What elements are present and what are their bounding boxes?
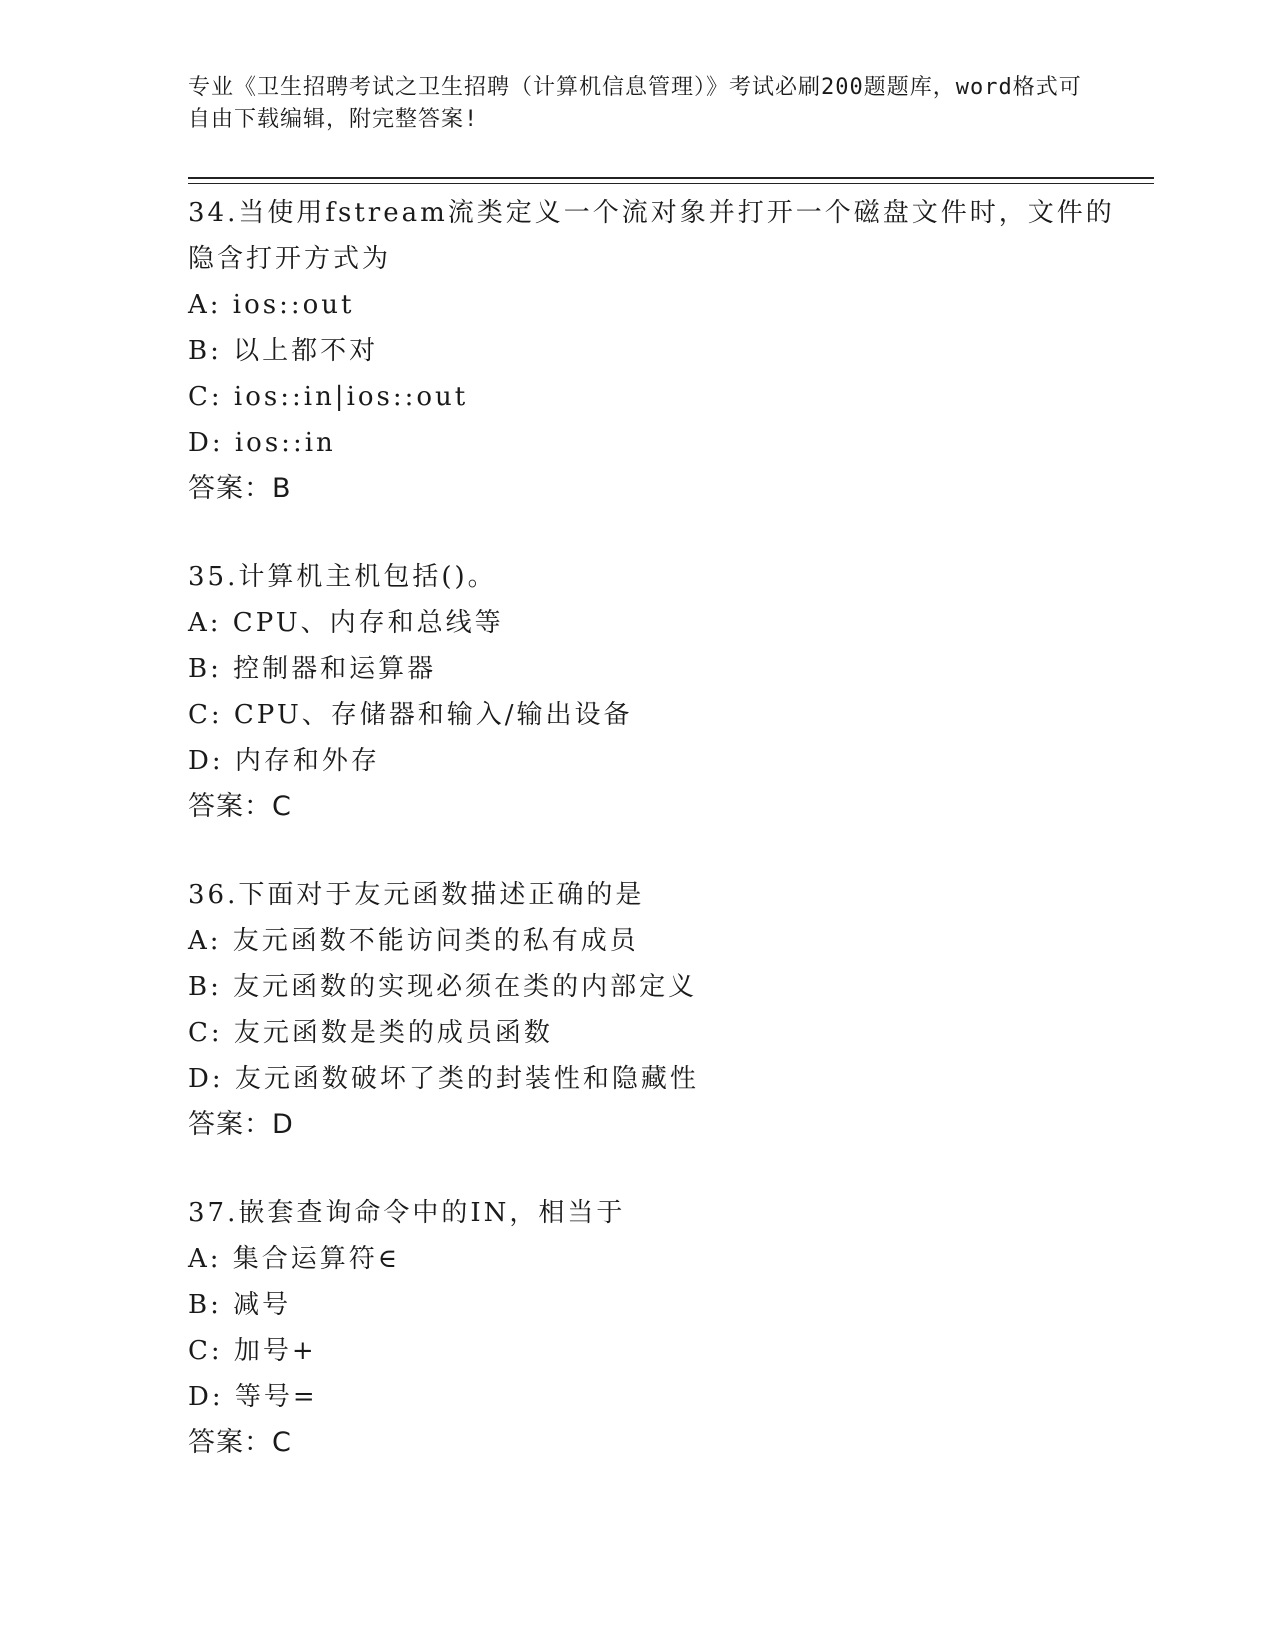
document-header: 专业《卫生招聘考试之卫生招聘（计算机信息管理）》考试必刷200题题库，word格式可自由下载编辑，附完整答案! (188, 75, 1082, 132)
option-d: D: 内存和外存 (188, 746, 380, 776)
option-b: B: 控制器和运算器 (188, 654, 437, 684)
option-c: C: 友元函数是类的成员函数 (188, 1018, 553, 1048)
option-b: B: 友元函数的实现必须在类的内部定义 (188, 972, 698, 1002)
answer-line: 答案：C (188, 791, 292, 822)
question-item (188, 190, 1118, 512)
header-divider-thick (188, 177, 1154, 179)
question-item (188, 1190, 1118, 1466)
question-stem: 37.嵌套查询命令中的IN，相当于 (188, 1198, 626, 1228)
option-c: C: 加号+ (188, 1336, 317, 1366)
question-stem: 34.当使用fstream流类定义一个流对象并打开一个磁盘文件时，文件的隐含打开方式为 (188, 198, 1115, 274)
question-item (188, 554, 1118, 830)
option-a: A: CPU、内存和总线等 (188, 608, 504, 638)
option-c: C: ios::in|ios::out (188, 382, 469, 412)
question-list (188, 190, 1118, 1508)
option-d: D: 等号= (188, 1382, 318, 1412)
question-item (188, 872, 1118, 1148)
question-stem: 36.下面对于友元函数描述正确的是 (188, 880, 645, 910)
option-c: C: CPU、存储器和输入/输出设备 (188, 700, 633, 730)
option-a: A: 友元函数不能访问类的私有成员 (188, 926, 639, 956)
header-divider-thin (188, 183, 1154, 184)
option-d: D: ios::in (188, 428, 336, 458)
answer-line: 答案：D (188, 1109, 294, 1140)
option-b: B: 减号 (188, 1290, 292, 1320)
question-stem: 35.计算机主机包括()。 (188, 562, 497, 592)
option-a: A: ios::out (188, 290, 355, 320)
option-d: D: 友元函数破坏了类的封装性和隐藏性 (188, 1064, 699, 1094)
option-b: B: 以上都不对 (188, 336, 379, 366)
answer-line: 答案：B (188, 473, 292, 504)
option-a: A: 集合运算符∈ (188, 1244, 401, 1274)
answer-line: 答案：C (188, 1427, 292, 1458)
